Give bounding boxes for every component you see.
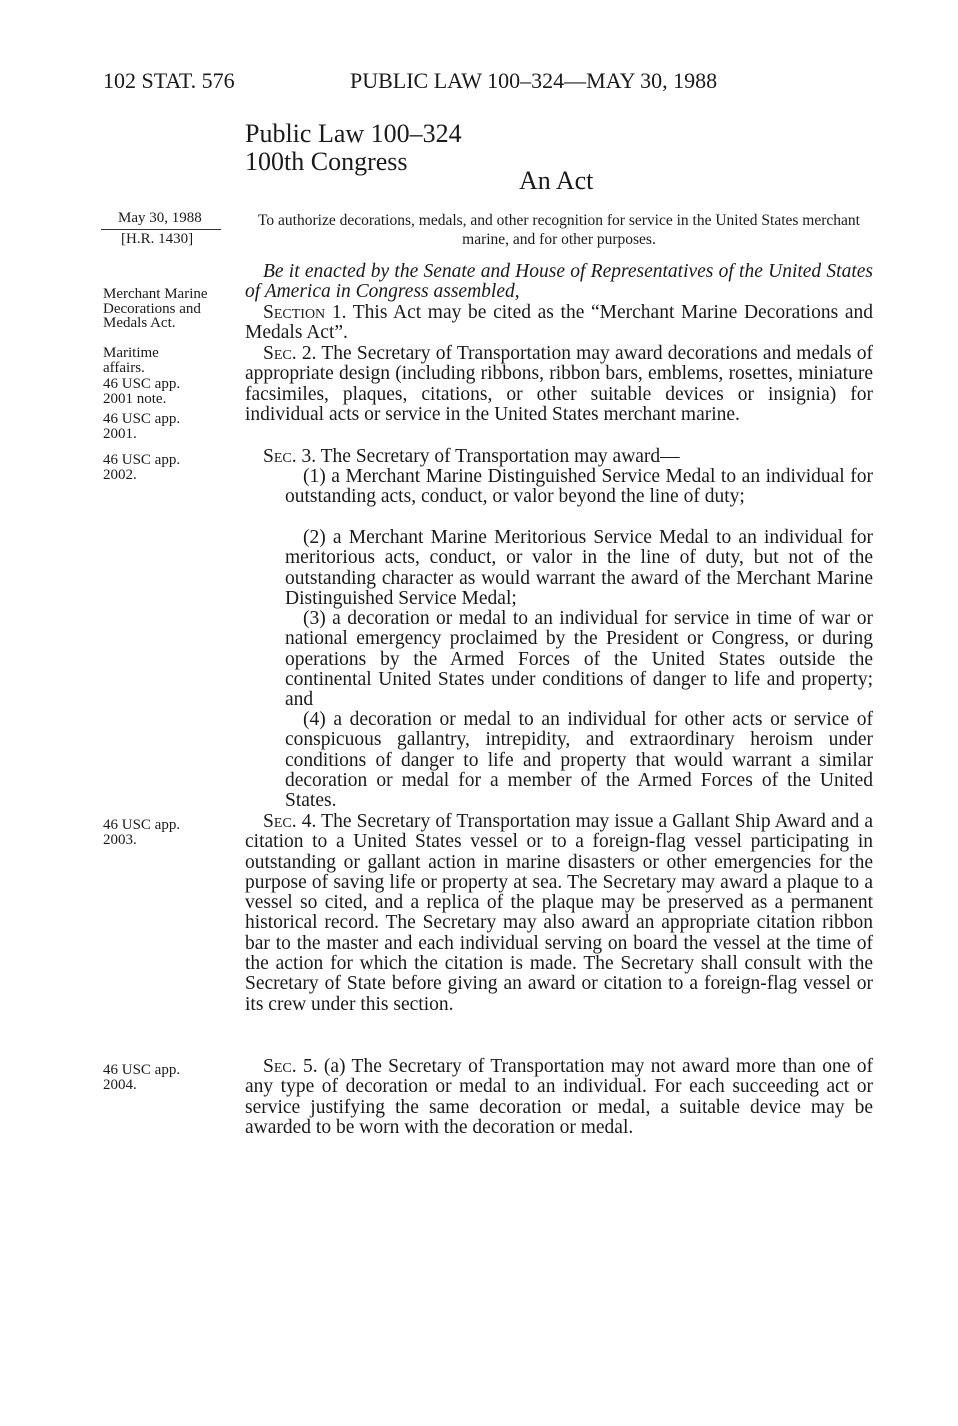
section-label: Sec. 3.: [263, 446, 317, 467]
margin-citation: 46 USC app. 2001.: [103, 411, 181, 442]
margin-citation: 46 USC app. 2001 note.: [103, 376, 181, 407]
section-label: Sec. 2.: [263, 343, 317, 364]
enacting-clause: Be it enacted by the Senate and House of Representatives of the United States of America in Congress assembled,: [245, 261, 873, 302]
margin-citation: 46 USC app. 2004.: [103, 1062, 181, 1093]
law-title-block: [245, 120, 462, 176]
running-head: PUBLIC LAW 100–324—MAY 30, 1988: [350, 68, 718, 93]
section-3: [245, 447, 873, 467]
act-purpose: To authorize decorations, medals, and other recognition for service in the United States merchant marine, and for other purposes.: [258, 212, 860, 248]
margin-date: May 30, 1988: [118, 210, 202, 226]
page-reference: 102 STAT. 576: [103, 68, 235, 93]
margin-citation: 46 USC app. 2003.: [103, 817, 181, 848]
section-3-item: (2) a Merchant Marine Meritorious Service Medal to an individual for meritorious acts, conduct, or valor in the line of duty, but not of the outstanding character as would warrant the award of the Merchant Marine Distinguished Service Medal;: [285, 527, 873, 609]
section-label: Sec. 4.: [263, 811, 317, 832]
section-3-item: (4) a decoration or medal to an individual for other acts or service of conspicuous gallantry, intrepidity, and extraordinary heroism under conditions of danger to life and property that would warrant a similar decoration or medal for a member of the Armed Forces of the United States.: [285, 709, 873, 812]
section-3-item: (1) a Merchant Marine Distinguished Service Medal to an individual for outstanding acts, conduct, or valor beyond the line of duty;: [285, 466, 873, 508]
congress-number: 100th Congress: [245, 147, 408, 176]
section-1: [245, 303, 873, 344]
law-number: Public Law 100–324: [245, 119, 462, 148]
section-text: The Secretary of Transportation may issue a Gallant Ship Award and a citation to a United States vessel or to a foreign-flag vessel participating in outstanding or gallant action in marine disasters or other emergencies for the purpose of saving life or property at sea. The Secretary may award a plaque to a vessel so cited, and a replica of the plaque may be preserved as a permanent historical record. The Secretary may also award an appropriate citation ribbon bar to the master and each individual serving on board the vessel at the time of the action for which the citation is made. The Secretary shall consult with the Secretary of State before giving an award or citation to a foreign-flag vessel or its crew under this section.: [245, 811, 873, 1015]
act-label: An Act: [519, 166, 594, 195]
section-text: The Secretary of Transportation may award—: [316, 446, 680, 467]
margin-rule: [101, 229, 221, 230]
section-text: (a) The Secretary of Transportation may not award more than one of any type of decoration or medal to an individual. For each succeeding act or service justifying the same decoration or medal, a suitable device may be awarded to be worn with the decoration or medal.: [245, 1056, 873, 1138]
section-label: Section 1.: [263, 302, 347, 323]
margin-topic-maritime: Maritime affairs.: [103, 345, 159, 376]
margin-topic: Merchant Marine Decorations and Medals Act.: [103, 286, 208, 331]
margin-bill-number: [H.R. 1430]: [121, 231, 194, 247]
section-text: This Act may be cited as the “Merchant Marine Decorations and Medals Act”.: [245, 302, 873, 344]
section-label: Sec. 5.: [263, 1056, 318, 1077]
section-2: [245, 344, 873, 425]
section-3-item: (3) a decoration or medal to an individual for service in time of war or national emergency proclaimed by the President or Congress, or during operations by the Armed Forces of the United States outside the continental United States under conditions of danger to life and property; and: [285, 608, 873, 711]
section-text: The Secretary of Transportation may award decorations and medals of appropriate design (including ribbons, ribbon bars, emblems, rosettes, miniature facsimiles, plaques, citations, or other suitable devices or insignia) for individual acts or service in the United States merchant marine.: [245, 343, 873, 425]
section-5: [245, 1057, 873, 1138]
section-4: [245, 812, 873, 1015]
margin-citation: 46 USC app. 2002.: [103, 452, 181, 483]
